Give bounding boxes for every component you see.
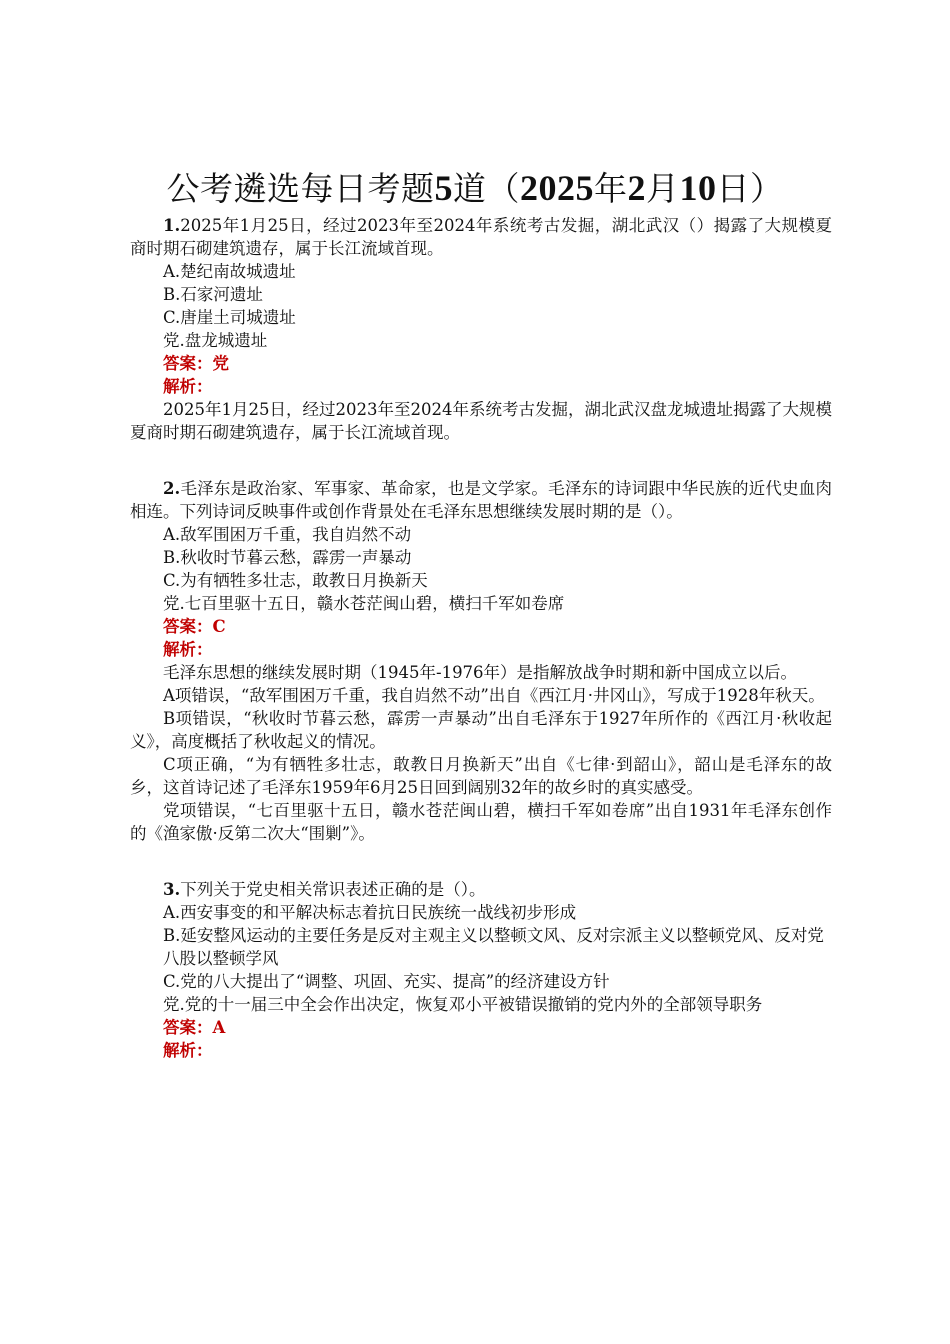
title-count: 5 bbox=[434, 168, 453, 208]
option-d: 党.七百里驱十五日，赣水苍茫闽山碧，横扫千军如卷席 bbox=[163, 594, 565, 613]
analysis-label: 解析： bbox=[163, 1041, 213, 1060]
title-month-unit: 月 bbox=[646, 169, 680, 208]
option-b: B.秋收时节暮云愁，霹雳一声暴动 bbox=[163, 548, 412, 567]
analysis-paragraph: A项错误，“敌军围困万千重，我自岿然不动”出自《西江月·井冈山》，写成于1928年秋天。 bbox=[163, 686, 825, 705]
analysis-label: 解析： bbox=[163, 640, 213, 659]
analysis-paragraph: B项错误，“秋收时节暮云愁，霹雳一声暴动”出自毛泽东于1927年所作的《西江月·秋收起义》，高度概括了秋收起义的情况。 bbox=[130, 709, 832, 751]
title-prefix: 公考遴选每日考题 bbox=[166, 169, 435, 208]
question-number: 1. bbox=[163, 216, 181, 235]
option-a: A.敌军围困万千重，我自岿然不动 bbox=[163, 525, 412, 544]
answer: 答案：C bbox=[163, 617, 226, 636]
document-body bbox=[130, 214, 832, 1062]
analysis-paragraph: 毛泽东思想的继续发展时期（1945年-1976年）是指解放战争时期和新中国成立以后。 bbox=[163, 663, 798, 682]
option-c: C.为有牺牲多壮志，敢教日月换新天 bbox=[163, 571, 428, 590]
question-stem bbox=[130, 214, 832, 260]
option-a: A.楚纪南故城遗址 bbox=[163, 262, 296, 281]
question-stem bbox=[130, 878, 832, 901]
title-year-unit: 年 bbox=[594, 169, 628, 208]
question-3 bbox=[130, 878, 832, 1062]
title-month: 2 bbox=[627, 168, 646, 208]
question-text: 下列关于党史相关常识表述正确的是（）。 bbox=[180, 880, 486, 899]
analysis-paragraph: C项正确，“为有牺牲多壮志，敢教日月换新天”出自《七律·到韶山》，韶山是毛泽东的故乡，这首诗记述了毛泽东1959年6月25日回到阔别32年的故乡时的真实感受。 bbox=[130, 755, 832, 797]
answer: 答案：A bbox=[163, 1018, 226, 1037]
title-mid: 道（ bbox=[453, 169, 520, 208]
question-1 bbox=[130, 214, 832, 444]
question-text: 毛泽东是政治家、军事家、革命家，也是文学家。毛泽东的诗词跟中华民族的近代史血肉相连。下列诗词反映事件或创作背景处在毛泽东思想继续发展时期的是（）。 bbox=[130, 479, 832, 521]
question-stem bbox=[130, 477, 832, 523]
question-number: 3. bbox=[163, 880, 181, 899]
option-b: B.延安整风运动的主要任务是反对主观主义以整顿文风、反对宗派主义以整顿党风、反对党八股以整顿学风 bbox=[163, 926, 824, 968]
option-d: 党.盘龙城遗址 bbox=[163, 331, 268, 350]
page-title bbox=[0, 168, 950, 209]
option-d: 党.党的十一届三中全会作出决定，恢复邓小平被错误撤销的党内外的全部领导职务 bbox=[163, 995, 763, 1014]
analysis-paragraph: 党项错误，“七百里驱十五日，赣水苍茫闽山碧，横扫千军如卷席”出自1931年毛泽东创作的《渔家傲·反第二次大“围剿”》。 bbox=[130, 801, 832, 843]
question-text: 2025年1月25日，经过2023年至2024年系统考古发掘，湖北武汉（）揭露了大规模夏商时期石砌建筑遗存，属于长江流域首现。 bbox=[130, 216, 832, 258]
question-2 bbox=[130, 477, 832, 845]
option-c: C.唐崖土司城遗址 bbox=[163, 308, 296, 327]
analysis-paragraph: 2025年1月25日，经过2023年至2024年系统考古发掘，湖北武汉盘龙城遗址揭露了大规模夏商时期石砌建筑遗存，属于长江流域首现。 bbox=[130, 400, 832, 442]
spacer bbox=[130, 845, 832, 868]
title-day: 10 bbox=[679, 168, 717, 208]
title-suffix: 日） bbox=[716, 169, 784, 208]
title-year: 2025 bbox=[520, 168, 594, 208]
option-c: C.党的八大提出了“调整、巩固、充实、提高”的经济建设方针 bbox=[163, 972, 610, 991]
option-a: A.西安事变的和平解决标志着抗日民族统一战线初步形成 bbox=[163, 903, 577, 922]
spacer bbox=[130, 444, 832, 467]
question-number: 2. bbox=[163, 479, 181, 498]
analysis-label: 解析： bbox=[163, 377, 213, 396]
answer: 答案：党 bbox=[163, 354, 229, 373]
option-b: B.石家河遗址 bbox=[163, 285, 263, 304]
